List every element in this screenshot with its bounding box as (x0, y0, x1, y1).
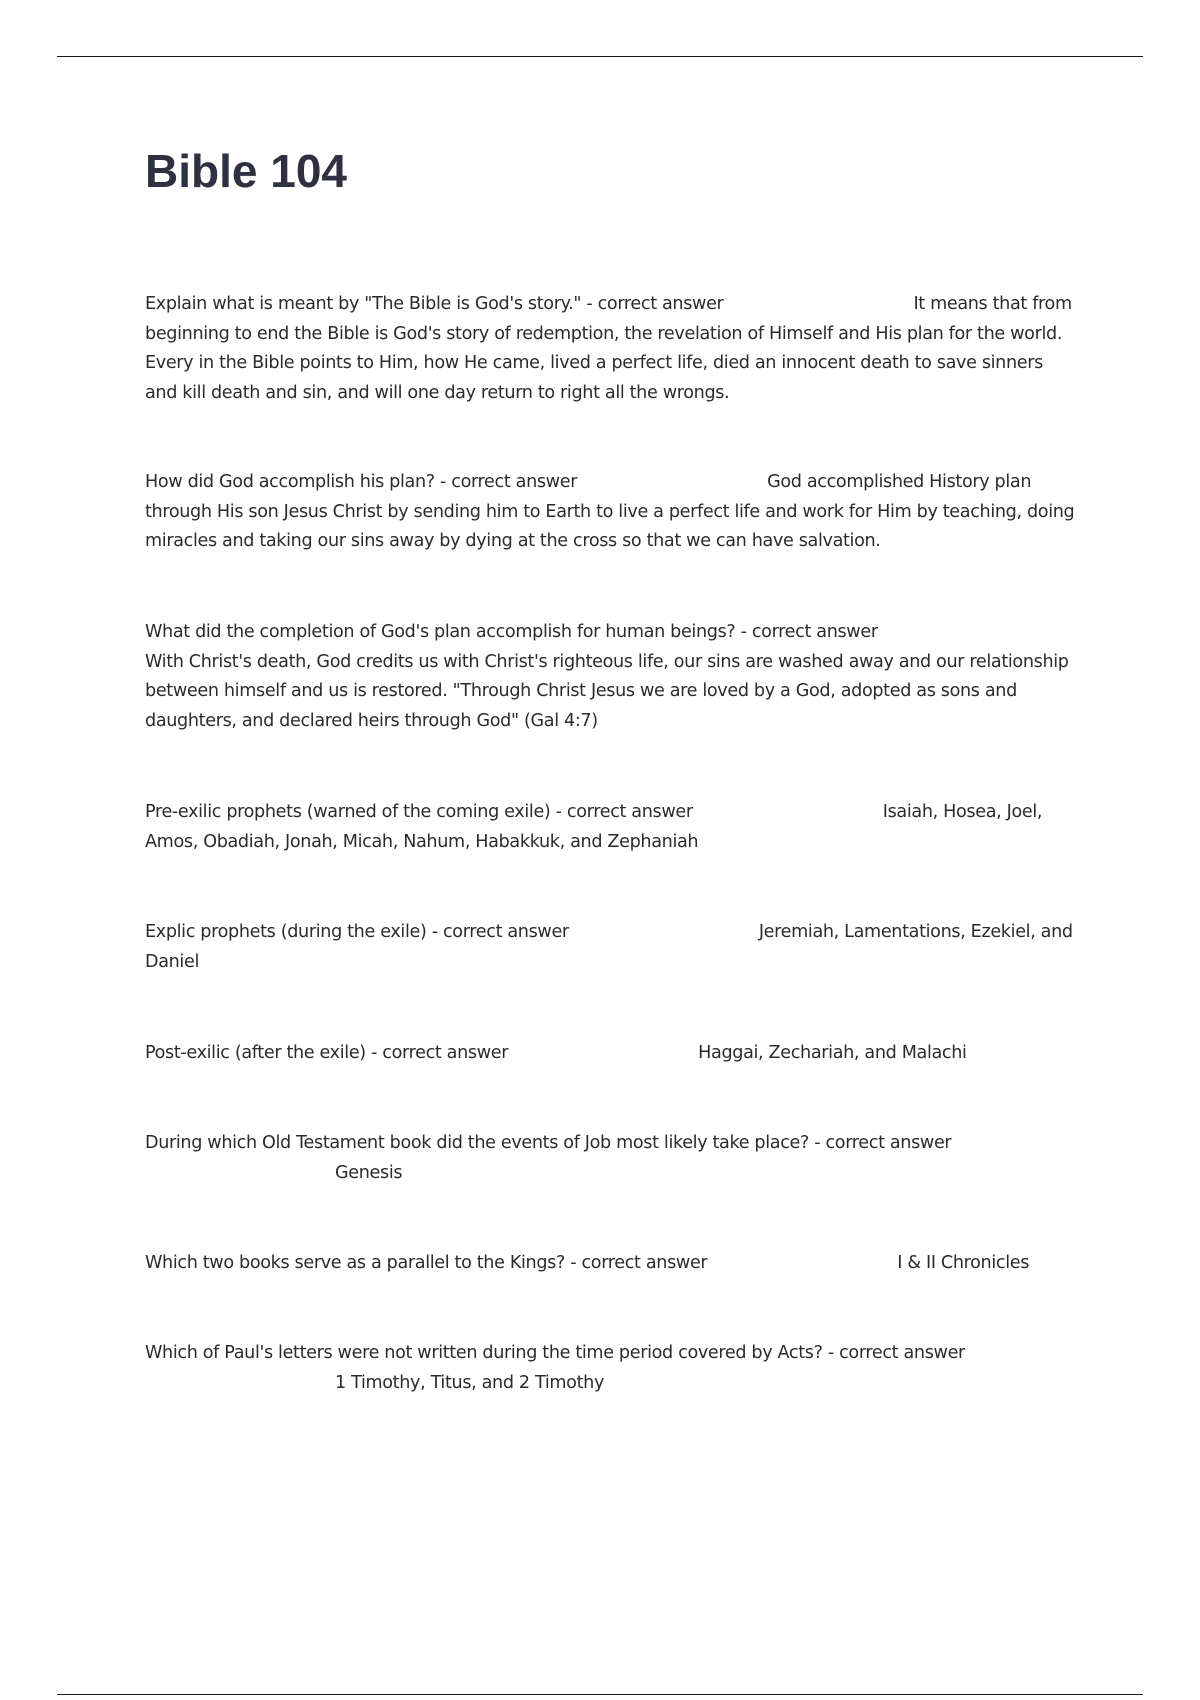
qa-answer: I & II Chronicles (897, 1253, 1030, 1273)
top-rule (57, 56, 1143, 57)
qa-item-1 (145, 290, 1075, 408)
qa-answer: With Christ's death, God credits us with Christ's righteous life, our sins are washed away and our relationship between himself and us is restored. "Through Christ Jesus we are loved by a God, adopted as sons and daughters, and declared heirs through God" (Gal 4:7) (145, 651, 1069, 731)
bottom-rule (57, 1694, 1143, 1695)
qa-answer: Jeremiah, Lamentations, Ezekiel, and Daniel (145, 922, 1073, 972)
document-title: Bible 104 (145, 145, 347, 197)
qa-item-8 (145, 1249, 1075, 1279)
qa-question: What did the completion of God's plan accomplish for human beings? - correct answer (145, 622, 878, 642)
qa-item-6 (145, 1039, 1075, 1069)
qa-question: Pre-exilic prophets (warned of the coming exile) - correct answer (145, 802, 693, 822)
qa-question: Explic prophets (during the exile) - correct answer (145, 922, 569, 942)
qa-question: Which two books serve as a parallel to the Kings? - correct answer (145, 1253, 708, 1273)
qa-question: How did God accomplish his plan? - correct answer (145, 472, 578, 492)
qa-answer: God accomplished History plan through His son Jesus Christ by sending him to Earth to live a perfect life and work for Him by teaching, doing miracles and taking our sins away by dying at the cross so that we can have salvation. (145, 472, 1075, 551)
qa-question: Which of Paul's letters were not written during the time period covered by Acts? - correct answer (145, 1343, 965, 1363)
qa-item-2 (145, 468, 1075, 557)
qa-item-4 (145, 798, 1075, 857)
qa-item-9 (145, 1339, 1075, 1398)
qa-answer: Genesis (335, 1162, 403, 1183)
qa-answer: It means that from beginning to end the Bible is God's story of redemption, the revelation of Himself and His plan for the world. Every in the Bible points to Him, how He came, lived a perfect life, died an innocent death to save sinners and kill death and sin, and will one day return to right all the wrongs. (145, 294, 1072, 403)
qa-answer: 1 Timothy, Titus, and 2 Timothy (335, 1372, 605, 1393)
qa-question: Post-exilic (after the exile) - correct answer (145, 1043, 509, 1063)
qa-question: Explain what is meant by "The Bible is God's story." - correct answer (145, 294, 724, 314)
qa-question: During which Old Testament book did the events of Job most likely take place? - correct answer (145, 1133, 952, 1153)
qa-item-7 (145, 1129, 1075, 1188)
qa-item-5 (145, 918, 1075, 977)
qa-answer: Isaiah, Hosea, Joel, Amos, Obadiah, Jonah, Micah, Nahum, Habakkuk, and Zephaniah (145, 802, 1043, 852)
qa-item-3 (145, 618, 1075, 736)
qa-answer: Haggai, Zechariah, and Malachi (698, 1043, 967, 1063)
